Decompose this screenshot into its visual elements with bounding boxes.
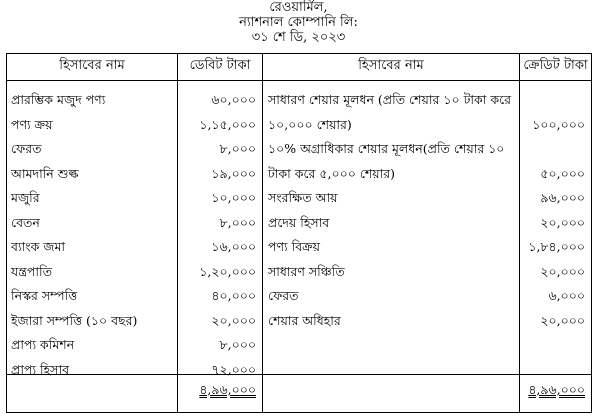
- credit-amount-cell: ২০,০০০: [540, 312, 585, 328]
- debit-name-cell: প্রাপ্য কমিশন: [11, 337, 75, 352]
- credit-name-cell: ১০,০০০ শেয়ার): [268, 116, 352, 132]
- statement-header: [0, 0, 597, 45]
- debit-name-cell: বেতন: [11, 214, 40, 230]
- credit-amount-cell: ২০,০০০: [540, 214, 585, 230]
- credit-amount-cell: ২০,০০০: [540, 263, 585, 279]
- credit-amount-cell: ৫০,০০০: [540, 165, 585, 181]
- debit-amount-cell: ৮,০০০: [219, 337, 256, 352]
- credit-name-cell: শেয়ার অধিহার: [268, 312, 341, 328]
- credit-amount-cell: ১০০,০০০: [532, 116, 585, 132]
- debit-name-cell: পণ্য ক্রয়: [11, 116, 53, 132]
- debit-total: ৪,৯৬,০০০: [199, 382, 256, 397]
- credit-amount-cell: ৯৬,০০০: [540, 190, 585, 205]
- debit-name-cell: নিস্কর সম্পত্তি: [11, 288, 78, 303]
- header-company: ন্যাশনাল কোম্পানি লি:: [239, 15, 358, 30]
- credit-name-cell: [268, 358, 518, 382]
- credit-name-cell: ফেরত: [268, 288, 299, 303]
- debit-amount-cell: ১০,০০০: [211, 190, 256, 205]
- header-date: ৩১ শে ডি, ২০২৩: [251, 30, 346, 45]
- credit-amount-cell: ৬,০০০: [548, 288, 585, 303]
- debit-amount-cell: ৬০,০০০: [211, 92, 256, 107]
- column-header-debit-name: হিসাবের নাম: [59, 58, 125, 73]
- header-title: রেওয়ার্মিল,: [269, 0, 328, 15]
- debit-name-cell: প্রাপ্য হিসাব: [11, 361, 70, 377]
- debit-amount-cell: ২০,০০০: [211, 312, 256, 328]
- debit-name-cell: ইজারা সম্পত্তি (১০ বছর): [11, 312, 138, 328]
- debit-amount-cell: ১,২০,০০০: [199, 263, 256, 279]
- column-divider: [262, 53, 263, 413]
- debit-amount-cell: ৪০,০০০: [211, 288, 256, 303]
- credit-amount-cell: [520, 88, 585, 112]
- debit-amount-cell: ৭২,০০০: [211, 361, 256, 377]
- credit-name-cell: পণ্য বিক্রয়: [268, 239, 320, 254]
- debit-name-cell: ব্যাংক জমা: [11, 239, 66, 254]
- debit-name-cell: প্রারম্ভিক মজুদ পণ্য: [11, 92, 106, 107]
- debit-amount-cell: ১,১৫,০০০: [199, 116, 256, 132]
- debit-name-cell: আমদানি শুল্ক: [11, 165, 79, 181]
- credit-amount-cell: [520, 137, 585, 161]
- credit-name-cell: সাধারণ সঞ্চিতি: [268, 263, 345, 279]
- debit-amount-cell: ১৯,০০০: [211, 165, 256, 181]
- debit-amount-cell: ৮,০০০: [219, 214, 256, 230]
- debit-amount-cell: ৮,০০০: [219, 141, 256, 156]
- credit-amount-cell: [520, 333, 585, 357]
- column-header-credit-amount: ক্রেডিট টাকা: [523, 58, 588, 73]
- credit-amount-cell: ১,৮৪,০০০: [528, 239, 585, 254]
- credit-name-cell: টাকা করে ৫,০০০ শেয়ার): [268, 165, 396, 181]
- credit-total: ৪,৯৬,০০০: [528, 382, 585, 397]
- debit-amount-cell: ১৬,০০০: [211, 239, 256, 254]
- debit-name-cell: ফেরত: [11, 141, 42, 156]
- column-header-credit-name: হিসাবের নাম: [358, 58, 424, 73]
- credit-name-cell: প্রদেয় হিসাব: [268, 214, 330, 230]
- credit-name-cell: [268, 333, 518, 357]
- debit-name-cell: যন্ত্রপাতি: [11, 263, 52, 279]
- credit-name-cell: সংরক্ষিত আয়: [268, 190, 338, 205]
- column-header-debit-amount: ডেবিট টাকা: [189, 58, 251, 73]
- credit-name-cell: সাধারণ শেয়ার মূলধন (প্রতি শেয়ার ১০ টাকা করে: [268, 92, 511, 107]
- header-row-divider: [6, 80, 592, 81]
- credit-name-cell: ১০% অগ্রাধিকার শেয়ার মূলধন(প্রতি শেয়ার ১০: [268, 141, 505, 156]
- debit-name-cell: মজুরি: [11, 190, 40, 205]
